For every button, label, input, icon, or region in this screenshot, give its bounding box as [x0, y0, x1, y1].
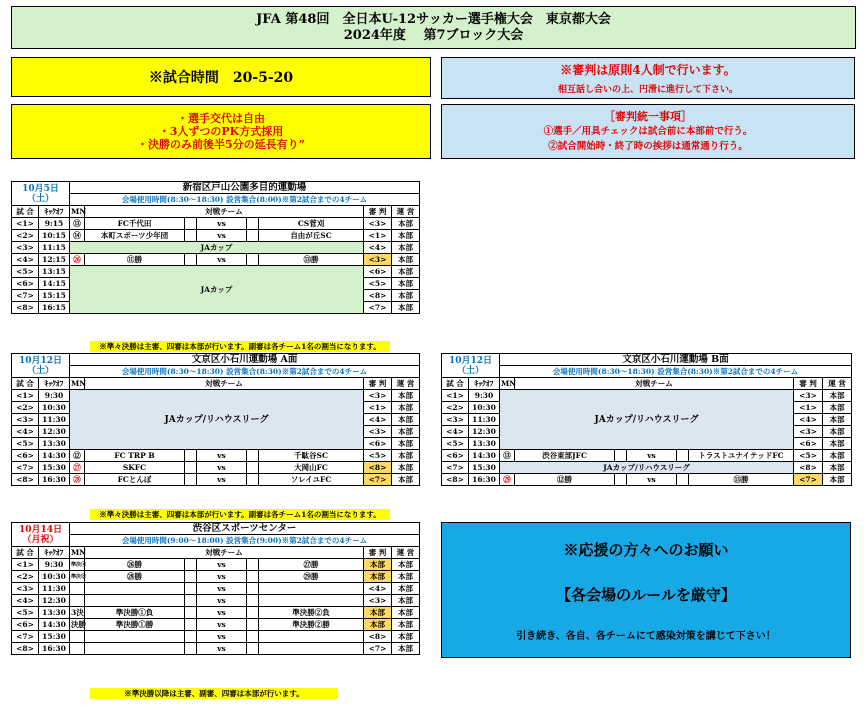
- table-cell: <2>: [12, 230, 39, 242]
- title-line-2: 2024年度 第7ブロック大会: [343, 27, 524, 43]
- table-cell: vs: [197, 218, 247, 230]
- rule-line-1: ・選手交代は自由: [177, 112, 265, 125]
- table-cell: <8>: [12, 474, 39, 486]
- table-cell: vs: [197, 474, 247, 486]
- table-cell: <7>: [12, 462, 39, 474]
- table-cell: 決勝: [71, 619, 86, 629]
- table-cell: <1>: [794, 402, 823, 414]
- table-cell: FCとんぼ: [85, 474, 185, 486]
- table-cell: 本部: [392, 414, 420, 426]
- match-time-box: [11, 57, 431, 97]
- table-cell: <4>: [364, 242, 392, 254]
- table-row: [12, 242, 420, 254]
- table-cell: 本部: [392, 643, 420, 655]
- oct12a-note: ※準々決勝は主審、四審は本部が行います。副審は各チーム1名の割当になります。: [90, 509, 390, 520]
- table-cell: ㉖: [70, 254, 85, 266]
- table-cell: 14:30: [39, 450, 70, 462]
- table-cell: vs: [197, 643, 247, 655]
- rule-line-2: ・3人ずつのPK方式採用: [158, 125, 284, 138]
- table-row: [12, 583, 420, 595]
- venue-name: 文京区小石川運動場 A面: [70, 354, 420, 366]
- table-cell: 本部: [823, 414, 852, 426]
- table-cell: 千駄谷SC: [259, 450, 364, 462]
- table-cell: 審 判: [364, 206, 392, 218]
- table-cell: <4>: [12, 595, 39, 607]
- table-cell: ⑬勝: [689, 474, 794, 486]
- schedule-oct5: [11, 181, 420, 314]
- table-cell: 本部: [392, 402, 420, 414]
- table-cell: 審 判: [364, 547, 392, 559]
- table-row: [12, 607, 420, 619]
- table-row: [12, 619, 420, 631]
- table-cell: 9:15: [39, 218, 70, 230]
- table-cell: 審 判: [364, 378, 392, 390]
- table-cell: 対戦チーム: [85, 206, 364, 218]
- match-time-text: ※試合時間 20-5-20: [148, 70, 294, 86]
- referee-line-2: 相互話し合いの上、円滑に進行して下さい。: [557, 85, 738, 95]
- table-cell: <2>: [442, 402, 469, 414]
- table-cell: 16:30: [39, 643, 70, 655]
- table-cell: <3>: [364, 218, 392, 230]
- table-cell: FC千代田: [85, 218, 185, 230]
- table-cell: <7>: [794, 474, 823, 486]
- table-cell: 12:15: [39, 254, 70, 266]
- table-cell: <6>: [12, 450, 39, 462]
- table-cell: <6>: [12, 619, 39, 631]
- table-cell: 本部: [392, 278, 420, 290]
- table-cell: <4>: [794, 414, 823, 426]
- table-cell: <4>: [364, 414, 392, 426]
- table-cell: 試 合: [442, 378, 469, 390]
- table-cell: 本部: [392, 595, 420, 607]
- table-cell: 対戦チーム: [515, 378, 794, 390]
- table-cell: <7>: [12, 290, 39, 302]
- table-cell: <4>: [442, 426, 469, 438]
- table-cell: 試 合: [12, 547, 39, 559]
- table-cell: 12:30: [39, 426, 70, 438]
- table-row: [442, 474, 852, 486]
- referee-unification-box: [441, 104, 855, 159]
- table-cell: 本部: [392, 218, 420, 230]
- unification-line-2: ②試合開始時・終了時の挨拶は通常通り行う。: [548, 141, 748, 152]
- table-cell: <5>: [12, 607, 39, 619]
- venue-name: 文京区小石川運動場 B面: [500, 354, 852, 366]
- table-cell: 15:30: [39, 631, 70, 643]
- table-cell: <8>: [442, 474, 469, 486]
- table-cell: 本部: [364, 607, 392, 619]
- table-cell: ｷｯｸｵﾌ: [39, 547, 70, 559]
- rule-line-3: ・決勝のみ前後半5分の延長有り”: [137, 138, 305, 151]
- table-cell: ｷｯｸｵﾌ: [39, 206, 70, 218]
- table-cell: 13:30: [469, 438, 500, 450]
- table-cell: <4>: [12, 254, 39, 266]
- venue-hours: 会場使用時間(8:30～18:30) 設営集合(8:30)※第2試合までの4チーム: [500, 366, 852, 378]
- table-cell: 10:15: [39, 230, 70, 242]
- table-cell: 試 合: [12, 378, 39, 390]
- table-header-row: [12, 206, 420, 218]
- table-cell: <3>: [12, 583, 39, 595]
- table-cell: <3>: [12, 414, 39, 426]
- venue-hours: 会場使用時間(9:00～18:00) 設営集合(9:00)※第2試合までの4チーム: [70, 535, 420, 547]
- table-cell: ソレイユFC: [259, 474, 364, 486]
- table-cell: <3>: [364, 595, 392, 607]
- table-cell: <1>: [12, 218, 39, 230]
- table-header-row: [12, 547, 420, 559]
- table-cell: JAカップ/リハウスリーグ: [500, 462, 794, 474]
- table-cell: <5>: [12, 438, 39, 450]
- table-row: [442, 462, 852, 474]
- table-cell: MN: [71, 378, 87, 388]
- table-row: [12, 559, 420, 571]
- table-row: [12, 218, 420, 230]
- table-cell: 本部: [823, 474, 852, 486]
- table-cell: ㉙: [500, 474, 515, 486]
- title-line-1: JFA 第48回 全日本U-12サッカー選手権大会 東京都大会: [256, 11, 611, 27]
- table-cell: vs: [197, 450, 247, 462]
- table-cell: 14:15: [39, 278, 70, 290]
- table-cell: 運 営: [392, 378, 420, 390]
- table-cell: <7>: [364, 302, 392, 314]
- table-cell: 試 合: [12, 206, 39, 218]
- table-cell: 9:30: [39, 390, 70, 402]
- table-cell: <7>: [364, 474, 392, 486]
- table-cell: <6>: [12, 278, 39, 290]
- table-cell: CS菅刈: [259, 218, 364, 230]
- table-cell: 本部: [392, 450, 420, 462]
- table-cell: ⑫勝: [515, 474, 615, 486]
- table-cell: ㉘勝: [85, 571, 185, 583]
- supporters-request-box: [441, 522, 851, 658]
- table-cell: <1>: [12, 390, 39, 402]
- table-cell: ⑬勝: [259, 254, 364, 266]
- venue-name: 渋谷区スポーツセンター: [70, 523, 420, 535]
- table-cell: ㉙勝: [259, 571, 364, 583]
- table-cell: 本部: [392, 290, 420, 302]
- table-cell: 自由が丘SC: [259, 230, 364, 242]
- table-cell: <6>: [794, 438, 823, 450]
- table-cell: 13:30: [39, 438, 70, 450]
- table-row: [12, 595, 420, 607]
- table-cell: ㉖勝: [85, 559, 185, 571]
- table-cell: 準決ⓑ: [70, 571, 85, 583]
- table-cell: 本部: [392, 390, 420, 402]
- table-cell: 本部: [392, 559, 420, 571]
- table-row: [442, 450, 852, 462]
- table-cell: 本部: [392, 619, 420, 631]
- table-cell: 対戦チーム: [85, 547, 364, 559]
- table-cell: vs: [627, 450, 677, 462]
- support-line-2: 【各会場のルールを厳守】: [556, 585, 736, 604]
- table-cell: 本部: [392, 462, 420, 474]
- table-cell: 10:30: [39, 571, 70, 583]
- table-cell: 9:30: [469, 390, 500, 402]
- table-cell: ｷｯｸｵﾌ: [39, 378, 70, 390]
- table-cell: <3>: [442, 414, 469, 426]
- table-cell: <3>: [364, 390, 392, 402]
- table-cell: <8>: [364, 462, 392, 474]
- table-cell: 運 営: [823, 378, 852, 390]
- table-cell: 15:30: [39, 462, 70, 474]
- table-cell: 16:30: [39, 474, 70, 486]
- table-cell: 15:30: [469, 462, 500, 474]
- table-row: [12, 571, 420, 583]
- table-row: [12, 462, 420, 474]
- table-cell: <6>: [364, 438, 392, 450]
- support-line-1: ※応援の方々へのお願い: [563, 540, 729, 559]
- table-cell: MN: [71, 547, 87, 557]
- table-cell: 本部: [364, 559, 392, 571]
- table-cell: FC TRP B: [85, 450, 185, 462]
- referee-box: [441, 57, 855, 99]
- table-cell: 本部: [364, 619, 392, 631]
- table-cell: 運 営: [392, 547, 420, 559]
- table-cell: 11:30: [39, 583, 70, 595]
- table-row: [12, 643, 420, 655]
- table-cell: 準決勝②負: [259, 607, 364, 619]
- table-cell: 10:30: [39, 402, 70, 414]
- table-cell: vs: [197, 571, 247, 583]
- rules-box: [11, 104, 431, 159]
- table-cell: ⑬: [70, 218, 85, 230]
- table-cell: 本部: [823, 390, 852, 402]
- table-cell: 審 判: [794, 378, 823, 390]
- table-cell: 本部: [823, 450, 852, 462]
- tournament-title: [11, 6, 856, 49]
- table-cell: ㉘: [70, 474, 85, 486]
- table-cell: 本部: [392, 607, 420, 619]
- schedule-oct14: [11, 522, 420, 655]
- table-cell: 本部: [364, 571, 392, 583]
- table-cell: <4>: [12, 426, 39, 438]
- table-cell: 本部: [392, 438, 420, 450]
- oct5-note: ※準々決勝は主審、四審は本部が行います。副審は各チーム1名の割当になります。: [90, 341, 390, 352]
- table-cell: 13:15: [39, 266, 70, 278]
- table-cell: 3決: [71, 607, 84, 617]
- venue-hours: 会場使用時間(8:30～18:30) 設営集合(8:00)※第2試合までの4チーム: [70, 194, 420, 206]
- table-cell: 10:30: [469, 402, 500, 414]
- table-cell: 16:30: [469, 474, 500, 486]
- date-cell: 10月5日 （土）: [12, 182, 70, 206]
- table-cell: 本部: [823, 462, 852, 474]
- table-cell: JAカップ/リハウスリーグ: [70, 390, 364, 450]
- table-cell: ｷｯｸｵﾌ: [469, 378, 500, 390]
- table-cell: 本部: [392, 583, 420, 595]
- table-cell: JAカップ/リハウスリーグ: [500, 390, 794, 450]
- table-cell: 本部: [823, 426, 852, 438]
- table-cell: 9:30: [39, 559, 70, 571]
- venue-name: 新宿区戸山公園多目的運動場: [70, 182, 420, 194]
- table-cell: vs: [197, 254, 247, 266]
- table-cell: 渋谷東部JFC: [515, 450, 615, 462]
- table-cell: 本部: [392, 302, 420, 314]
- table-cell: トラストユナイテッドFC: [689, 450, 794, 462]
- table-cell: vs: [197, 631, 247, 643]
- table-cell: SKFC: [85, 462, 185, 474]
- table-cell: <1>: [364, 230, 392, 242]
- table-cell: <3>: [364, 254, 392, 266]
- table-cell: ⑭: [70, 230, 85, 242]
- date-cell: 10月12日 （土）: [442, 354, 500, 378]
- table-cell: vs: [197, 230, 247, 242]
- table-cell: 本部: [392, 242, 420, 254]
- table-cell: <3>: [794, 390, 823, 402]
- table-cell: <1>: [442, 390, 469, 402]
- table-cell: MN: [71, 206, 87, 216]
- table-row: [12, 254, 420, 266]
- table-cell: 14:30: [39, 619, 70, 631]
- table-cell: <2>: [12, 402, 39, 414]
- venue-hours: 会場使用時間(8:30～18:30) 設営集合(8:30)※第2試合までの4チーム: [70, 366, 420, 378]
- table-cell: 本部: [392, 266, 420, 278]
- table-cell: 準決ⓐ: [70, 559, 85, 571]
- table-row: [12, 631, 420, 643]
- table-cell: <6>: [364, 266, 392, 278]
- referee-line-1: ※審判は原則4人制で行います。: [560, 63, 736, 77]
- table-cell: <5>: [364, 450, 392, 462]
- table-cell: 本町スポーツ少年団: [85, 230, 185, 242]
- table-cell: 本部: [823, 438, 852, 450]
- unification-heading: ［審判統一事項］: [604, 110, 692, 123]
- table-row: [12, 230, 420, 242]
- table-cell: 11:30: [39, 414, 70, 426]
- table-row: [442, 390, 852, 402]
- table-cell: JAカップ: [70, 242, 364, 254]
- table-cell: 本部: [392, 474, 420, 486]
- table-cell: <5>: [794, 450, 823, 462]
- table-cell: <8>: [12, 643, 39, 655]
- table-cell: vs: [197, 607, 247, 619]
- table-cell: <7>: [12, 631, 39, 643]
- table-cell: vs: [197, 559, 247, 571]
- table-cell: <7>: [364, 643, 392, 655]
- table-cell: <3>: [12, 242, 39, 254]
- table-cell: vs: [197, 595, 247, 607]
- table-cell: <5>: [12, 266, 39, 278]
- table-cell: <3>: [794, 426, 823, 438]
- table-cell: 対戦チーム: [85, 378, 364, 390]
- table-cell: <4>: [364, 583, 392, 595]
- table-cell: ⑬: [500, 450, 515, 462]
- table-cell: <2>: [12, 571, 39, 583]
- table-cell: JAカップ: [70, 266, 364, 314]
- table-cell: 本部: [392, 426, 420, 438]
- table-cell: 本部: [392, 631, 420, 643]
- table-cell: vs: [197, 583, 247, 595]
- table-cell: 11:30: [469, 414, 500, 426]
- table-row: [12, 390, 420, 402]
- table-cell: 準決勝②勝: [259, 619, 364, 631]
- table-cell: 15:15: [39, 290, 70, 302]
- table-cell: <6>: [442, 450, 469, 462]
- table-cell: <5>: [364, 278, 392, 290]
- support-line-3: 引き続き、各自、各チームにて感染対策を講じて下さい！: [516, 630, 776, 642]
- table-cell: MN: [501, 378, 517, 388]
- table-cell: 11:15: [39, 242, 70, 254]
- oct14-note: ※準決勝以降は主審、副審、四審は本部が行います。: [90, 688, 338, 699]
- table-row: [12, 266, 420, 278]
- unification-line-1: ①選手／用具チェックは試合前に本部前で行う。: [543, 126, 753, 137]
- table-cell: ⑪勝: [85, 254, 185, 266]
- table-header-row: [12, 378, 420, 390]
- table-cell: vs: [627, 474, 677, 486]
- table-cell: <8>: [794, 462, 823, 474]
- table-cell: 運 営: [392, 206, 420, 218]
- table-header-row: [442, 378, 852, 390]
- date-cell: 10月14日 （月祝）: [12, 523, 70, 547]
- table-cell: <8>: [364, 290, 392, 302]
- table-cell: ㉗勝: [259, 559, 364, 571]
- table-cell: 14:30: [469, 450, 500, 462]
- table-cell: 本部: [392, 571, 420, 583]
- table-cell: 準決勝①負: [85, 607, 185, 619]
- table-cell: 大岡山FC: [259, 462, 364, 474]
- table-cell: 16:15: [39, 302, 70, 314]
- table-cell: <3>: [364, 426, 392, 438]
- table-cell: <8>: [12, 302, 39, 314]
- table-cell: 本部: [392, 254, 420, 266]
- table-cell: <7>: [442, 462, 469, 474]
- table-cell: ㉗: [70, 462, 85, 474]
- table-cell: 準決勝①勝: [85, 619, 185, 631]
- table-row: [12, 450, 420, 462]
- table-cell: <8>: [364, 631, 392, 643]
- table-cell: 13:30: [39, 607, 70, 619]
- table-cell: <1>: [12, 559, 39, 571]
- schedule-oct12-b: [441, 353, 852, 486]
- table-row: [12, 474, 420, 486]
- table-cell: vs: [197, 619, 247, 631]
- table-cell: 本部: [392, 230, 420, 242]
- schedule-oct12-a: [11, 353, 420, 486]
- table-cell: vs: [197, 462, 247, 474]
- table-cell: 12:30: [39, 595, 70, 607]
- table-cell: ⑫: [70, 450, 85, 462]
- table-cell: <1>: [364, 402, 392, 414]
- table-cell: 12:30: [469, 426, 500, 438]
- table-cell: <5>: [442, 438, 469, 450]
- table-cell: 本部: [823, 402, 852, 414]
- date-cell: 10月12日 （土）: [12, 354, 70, 378]
